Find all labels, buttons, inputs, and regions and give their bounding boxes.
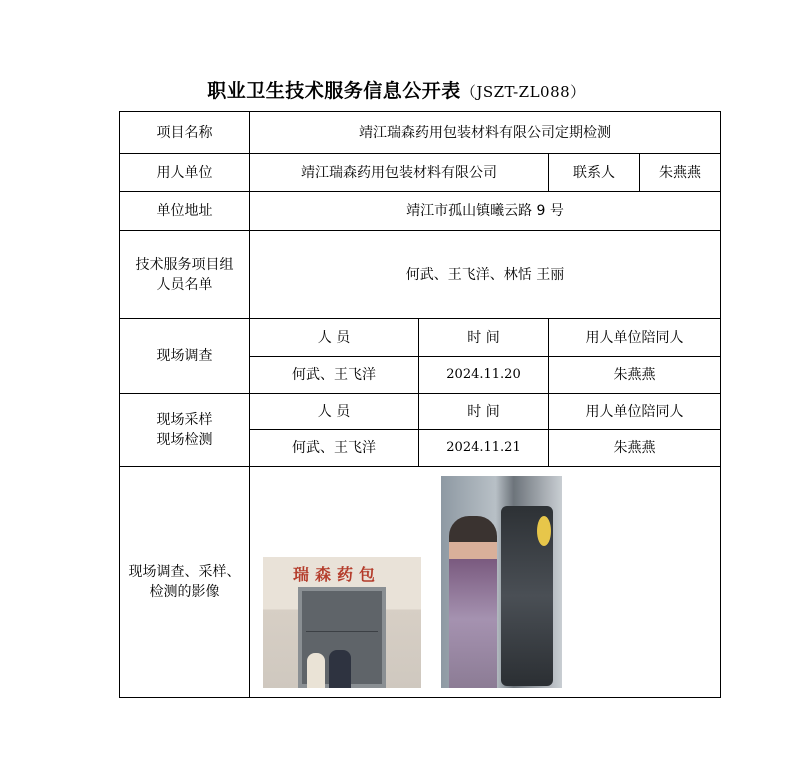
- project-name-value: 靖江瑞森药用包装材料有限公司定期检测: [250, 112, 721, 154]
- workshop-sampling-photo: [441, 476, 562, 688]
- sampling-col-escort: 用人单位陪同人: [549, 394, 721, 430]
- worker-figure: [449, 516, 497, 688]
- sampling-label: [120, 394, 250, 467]
- survey-label: 现场调查: [120, 319, 250, 394]
- survey-people: 何武、王飞洋: [250, 357, 419, 394]
- survey-escort: 朱燕燕: [549, 357, 721, 394]
- sampling-col-people: 人 员: [250, 394, 419, 430]
- address-label: 单位地址: [120, 192, 250, 231]
- sampling-escort: 朱燕燕: [549, 430, 721, 467]
- address-value: 靖江市孤山镇曦云路 9 号: [250, 192, 721, 231]
- images-label: [120, 467, 250, 698]
- team-value: 何武、王飞洋、林恬 王丽: [250, 231, 721, 319]
- team-label-line1: 技术服务项目组: [135, 256, 234, 273]
- images-cell: [250, 467, 721, 698]
- machine-light: [537, 516, 551, 546]
- site-entrance-photo: [263, 557, 421, 688]
- survey-col-people: 人 员: [250, 319, 419, 357]
- info-table: [119, 111, 721, 698]
- images-label-line1: 现场调查、采样、: [128, 564, 241, 580]
- sampling-people: 何武、王飞洋: [250, 430, 419, 467]
- factory-sign: 瑞森药包: [293, 565, 382, 584]
- contact-label: 联系人: [549, 154, 640, 192]
- images-label-line2: 检测的影像: [149, 584, 220, 600]
- contact-value: 朱燕燕: [640, 154, 721, 192]
- employer-value: 靖江瑞森药用包装材料有限公司: [250, 154, 549, 192]
- title-code: （JSZT-ZL088）: [460, 83, 586, 101]
- team-label: [120, 231, 250, 319]
- project-name-label: 项目名称: [120, 112, 250, 154]
- survey-time: 2024.11.20: [419, 357, 549, 394]
- survey-col-escort: 用人单位陪同人: [549, 319, 721, 357]
- document-title: [0, 76, 793, 103]
- team-label-line2: 人员名单: [156, 276, 213, 293]
- sampling-col-time: 时 间: [419, 394, 549, 430]
- photos-area: [250, 467, 720, 695]
- sampling-label-line2: 现场检测: [156, 432, 213, 448]
- sampling-time: 2024.11.21: [419, 430, 549, 467]
- employer-label: 用人单位: [120, 154, 250, 192]
- sampling-label-line1: 现场采样: [156, 412, 213, 428]
- person-figure: [329, 650, 351, 688]
- title-text: 职业卫生技术服务信息公开表: [207, 80, 461, 102]
- person-figure: [307, 653, 325, 688]
- survey-col-time: 时 间: [419, 319, 549, 357]
